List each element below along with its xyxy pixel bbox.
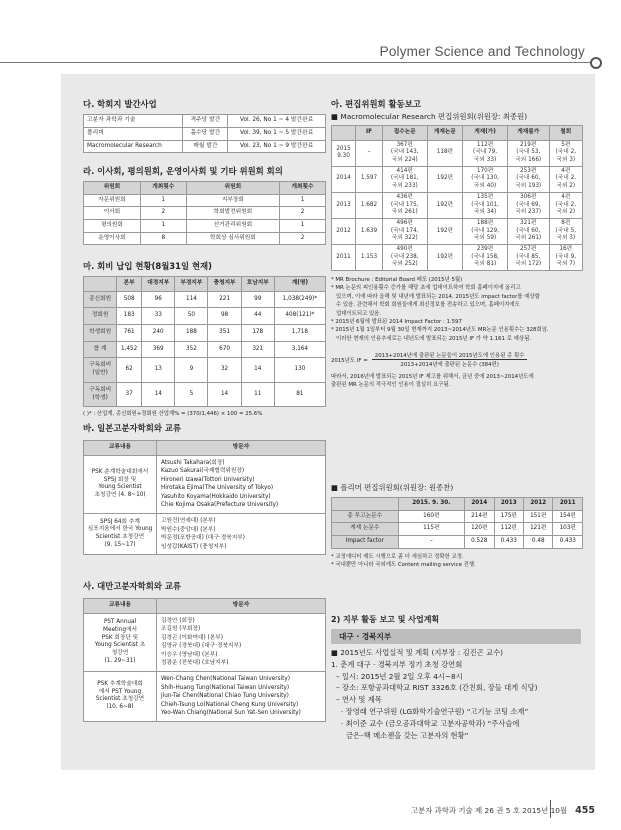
table-row — [84, 455, 326, 513]
table-cell: 1 — [280, 194, 326, 207]
table-cell: 0.48 — [524, 536, 553, 549]
table-cell: 192편 — [427, 244, 463, 270]
table-cell: 239편 (국내 158, 국외 81) — [463, 244, 508, 270]
table-cell: 114 — [175, 291, 208, 308]
table-cell: 0.433 — [494, 536, 523, 549]
table-cell: 14 — [208, 382, 241, 406]
table-cell: 44 — [241, 308, 274, 325]
table-cell: 1.639 — [356, 218, 383, 244]
table-cell: Macromolecular Research — [84, 140, 183, 153]
table-cell: 496편 (국내 174, 국외 322) — [382, 218, 427, 244]
table-header-row — [332, 126, 583, 141]
visitor-name: Chieh-Tsung Lo(National Cheng Kung University) — [161, 701, 299, 708]
table-row — [332, 192, 583, 218]
row-header: 합 계 — [84, 341, 117, 358]
table-row — [84, 194, 326, 207]
column-header: 위원회 — [84, 182, 141, 195]
table-header-row — [84, 182, 326, 195]
column-header: 부경지부 — [175, 277, 208, 292]
if-formula — [331, 351, 583, 368]
membership-table — [83, 276, 326, 407]
row-header: Impact factor — [332, 536, 399, 549]
table-cell: 408(121)* — [274, 308, 325, 325]
visitor-name: 박원수(중앙대) (본부) — [161, 526, 216, 533]
note-line: * 2015년 6월에 발표된 2014 Impact Factor : 1.597 — [331, 318, 462, 325]
table-cell: 183 — [117, 308, 142, 325]
visitor-name: Kazuo Sakurai(국제협력위원장) — [161, 468, 245, 475]
table-row — [84, 513, 326, 554]
table-cell: 16편 (국내 9, 국외 7) — [549, 244, 582, 270]
visitor-name: 김영규 (경북대) (대구·경북지부) — [161, 643, 242, 650]
page-number: 455 — [575, 805, 595, 816]
taiwan-exchange-table — [83, 598, 326, 722]
table-cell: 367편 (국내 143, 국외 224) — [382, 140, 427, 166]
footer-journal-issue: 고분자 과학과 기술 제 26 권 5 호 2015년 10월 — [410, 806, 568, 815]
column-header: 게재불가 — [507, 126, 549, 141]
table-cell: 2012 — [332, 218, 356, 244]
table-cell: 1 — [280, 220, 326, 233]
table-cell: 414편 (국내 181, 국외 233) — [382, 166, 427, 192]
table-cell: 50 — [175, 308, 208, 325]
table-cell: 160편 — [398, 510, 465, 523]
table-cell: 이사회 — [84, 207, 141, 220]
branch-band: 대구 · 경북지부 — [331, 629, 581, 644]
section-japan-exchange — [83, 422, 326, 555]
table-cell: 운영이사회 — [84, 232, 141, 245]
table-header-row — [332, 498, 583, 511]
activity-line: – 장소: 포항공과대학교 RIST 3326호 (간친회, 장들 대게 식당) — [336, 683, 538, 693]
visitor-name: 김경곤 (이화여대) (본부) — [161, 634, 223, 641]
column-header: 2013 — [494, 498, 523, 511]
table-cell: 121편 — [524, 523, 553, 536]
activity-line: – 일시: 2015년 2월 2일 오후 4시~8시 — [336, 671, 463, 681]
japan-exchange-table — [83, 440, 326, 555]
table-row — [332, 166, 583, 192]
note-line: 따라서, 2016년에 발표되는 2015년 IF 제고를 위해서, 금년 중에 2013~2014년도에 — [331, 374, 534, 380]
note-line: * MR 논문의 피인용횟수 증가를 해당 초에 업데이트하여 학회 홈페이지에 올리고 — [331, 285, 521, 292]
table-cell: 115편 — [398, 523, 465, 536]
activity-line: 1. 춘계 대구 · 경북지부 정기 초청 강연회 — [331, 659, 463, 669]
table-cell: 151편 — [524, 510, 553, 523]
table-cell: 118편 — [427, 140, 463, 166]
table-cell: 2015 9.30 — [332, 140, 356, 166]
table-cell: 1.597 — [356, 166, 383, 192]
table-row — [84, 232, 326, 245]
exchange-content: SPSJ 64회 추계 심포지움에서 한국 Young Scientist 초청강연 (9. 15~17) — [84, 513, 157, 554]
table-cell: 192편 — [427, 218, 463, 244]
column-header: 위원회 — [186, 182, 279, 195]
table-cell: 192편 — [427, 166, 463, 192]
table-row — [332, 244, 583, 270]
table-row — [332, 218, 583, 244]
journal-running-title: Polymer Science and Technology — [379, 44, 585, 59]
table-cell: 192편 — [427, 192, 463, 218]
table-cell: 188 — [175, 325, 208, 342]
note-line: 있으며, 이에 따라 올해 및 내년에 발표되는 2014, 2015년도 impact factor를 예상할 — [336, 293, 540, 300]
column-header: 방문자 — [157, 441, 326, 456]
section-title: 마. 회비 납입 현황(8월31일 현재) — [83, 261, 212, 271]
column-header: 본부 — [117, 277, 142, 292]
table-cell: Vol. 26, No 1 ~ 4 발간완료 — [228, 115, 326, 128]
table-cell: 선거관리위원회 — [186, 220, 279, 233]
column-header: IF — [356, 126, 383, 141]
visitor-name: 조길원 (부회장) — [161, 626, 201, 633]
table-cell: 352 — [175, 341, 208, 358]
column-header: 호남지부 — [241, 277, 274, 292]
table-cell: 0.433 — [553, 536, 583, 549]
section-title: 다. 학회지 발간사업 — [83, 99, 157, 109]
table-cell: 103편 — [553, 523, 583, 536]
table-cell: 130 — [274, 358, 325, 382]
table-cell: 5편 (국내 2, 국외 3) — [549, 140, 582, 166]
note-line: * 2015년 1월 1일부터 9월 30일 현재까지 2013~2014년도 MR논문 인용횟수는 328회임. — [331, 327, 549, 334]
table-cell: 490편 (국내 238, 국외 252) — [382, 244, 427, 270]
table-cell: – — [398, 536, 465, 549]
visitor-name: 고원건(연세대) (본부) — [161, 517, 216, 524]
table-header-row — [84, 277, 326, 292]
table-cell: 120편 — [465, 523, 494, 536]
column-header: 게재(가) — [463, 126, 508, 141]
table-row — [84, 325, 326, 342]
section-title: 아. 편집위원회 활동보고 — [331, 99, 421, 109]
table-cell: 14 — [142, 382, 175, 406]
table-cell: 214편 — [465, 510, 494, 523]
row-header: 게재 논문수 — [332, 523, 399, 536]
table-cell: 폴리머 — [84, 127, 183, 140]
table-cell: 14 — [241, 358, 274, 382]
section-title: 바. 일본고분자학회와 교류 — [83, 423, 182, 433]
activity-line: · 장영래 연구위원 (LG화학기술연구원) “고기능 코팅 소재” — [341, 707, 529, 717]
table-cell: 2014 — [332, 166, 356, 192]
section-journal-publication — [83, 98, 326, 153]
column-header: 접수논문 — [382, 126, 427, 141]
column-header: 2011 — [553, 498, 583, 511]
table-cell: 2 — [280, 207, 326, 220]
row-header: 구독회비 (일반) — [84, 358, 117, 382]
table-cell: 5 — [175, 382, 208, 406]
industry-note: ( )* : 산업계, 종신회원+정회원 산업계% = (370/1,446) × 100 = 25.6% — [83, 411, 263, 418]
row-header: 종신회원 — [84, 291, 117, 308]
table-cell: 8편 (국내 5, 국외 3) — [549, 218, 582, 244]
table-cell: 321편 (국내 60, 국외 261) — [507, 218, 549, 244]
section-taiwan-exchange — [83, 580, 326, 722]
table-cell: 8 — [140, 232, 186, 245]
table-cell: 351 — [208, 325, 241, 342]
note-line: 출판된 MR 논문의 적극적인 인용이 절실히 요구됨. — [331, 382, 451, 389]
page-footer — [411, 805, 595, 816]
exchange-content: PST Annual Meeting에서 PSK 회장단 및 Young Scientist 초 청강연 (1. 29~31) — [84, 613, 157, 671]
table-cell: 1,452 — [117, 341, 142, 358]
section-title: 2) 지부 활동 보고 및 사업계획 — [331, 615, 440, 624]
exchange-content: PSK 춘계학술대회에서 SPSJ 회장 및 Young Scientist 초청강연 (4. 8~10) — [84, 455, 157, 513]
table-cell: 306편 (국내 69, 국외 237) — [507, 192, 549, 218]
column-header: 철회 — [549, 126, 582, 141]
table-cell: 격주당 발간 — [183, 115, 228, 128]
table-cell: 175편 — [494, 510, 523, 523]
table-row — [84, 358, 326, 382]
table-cell: 11 — [241, 382, 274, 406]
table-cell: 253편 (국내 60, 국외 193) — [507, 166, 549, 192]
visitor-list — [157, 671, 326, 721]
visitor-name: Shih-Huang Tung(National Taiwan University) — [161, 684, 290, 691]
visitor-list — [157, 513, 326, 554]
table-cell: 2013 — [332, 192, 356, 218]
formula-numerator: 2013+2014년에 출판된 논문들이 2015년도에 인용된 총 횟수 — [372, 351, 528, 360]
table-row — [332, 536, 583, 549]
column-header: 개최횟수 — [280, 182, 326, 195]
table-cell: 홀수당 발간 — [183, 127, 228, 140]
table-header-row — [84, 599, 326, 614]
note-line: * 국내뿐만 아니라 국외에도 Content mailing service 진행. — [331, 562, 476, 569]
table-cell: 81 — [274, 382, 325, 406]
column-header: 2014 — [465, 498, 494, 511]
table-cell: – — [356, 140, 383, 166]
mr-statistics-table — [331, 125, 583, 271]
table-row — [84, 140, 326, 153]
section-title: 사. 대만고분자학회와 교류 — [83, 581, 182, 591]
table-row — [84, 613, 326, 671]
note-line: 업데이트되고 있음. — [336, 310, 382, 317]
table-cell: 257편 (국내 85, 국외 172) — [507, 244, 549, 270]
activity-line: ■ 2015년도 사업실적 및 계획 (지부장 : 김진곤 교수) — [331, 648, 504, 657]
table-cell: 33 — [142, 308, 175, 325]
column-header: 방문자 — [157, 599, 326, 614]
section-title: 라. 이사회, 평의원회, 운영이사회 및 기타 위원회 회의 — [83, 166, 283, 176]
polymer-statistics-table — [331, 497, 583, 549]
visitor-name: Hirotaka Ejima(The University of Tokyo) — [161, 485, 274, 492]
table-cell: 지부장회 — [186, 194, 279, 207]
table-cell: 240 — [142, 325, 175, 342]
column-header: 게재논문 — [427, 126, 463, 141]
table-cell: 96 — [142, 291, 175, 308]
note-line: 이러한 현재의 인용추세로는 내년도에 발표되는 2015년 IF 가 약 1.161 로 예상됨. — [336, 335, 532, 342]
table-row — [84, 207, 326, 220]
section-meetings — [83, 165, 326, 245]
table-row — [332, 140, 583, 166]
table-row — [84, 127, 326, 140]
table-row — [84, 341, 326, 358]
table-cell: 1.153 — [356, 244, 383, 270]
table-cell: Vol. 23, No 1 ~ 9 발간완료 — [228, 140, 326, 153]
table-cell: 761 — [117, 325, 142, 342]
column-header: 충청지부 — [208, 277, 241, 292]
visitor-name: 박문정(포항공대) (대구·경북지부) — [161, 535, 245, 542]
table-cell: 188편 (국내 129, 국외 59) — [463, 218, 508, 244]
table-cell: 학회발전위원회 — [186, 207, 279, 220]
table-cell: 670 — [208, 341, 241, 358]
formula-label: 2015년도 IF = — [331, 357, 368, 364]
section-editorial-committee — [331, 98, 583, 390]
table-cell: 고분자 과학과 기술 — [84, 115, 183, 128]
table-cell: 9 — [175, 358, 208, 382]
polymer-committee-heading: ■ 폴리머 편집위원회(위원장: 원종찬) — [331, 483, 454, 492]
table-cell: 135편 (국내 101, 국외 34) — [463, 192, 508, 218]
table-row — [84, 382, 326, 406]
formula-denominator: 2013+2014년에 출판된 논문수 (384편) — [400, 362, 499, 368]
table-cell: 112편 — [494, 523, 523, 536]
table-row — [84, 291, 326, 308]
table-cell: 62 — [117, 358, 142, 382]
row-header: 정회원 — [84, 308, 117, 325]
table-cell: 4편 (국내 2, 국외 2) — [549, 166, 582, 192]
table-cell: 학회상 심사위원회 — [186, 232, 279, 245]
column-header: 교류내용 — [84, 599, 157, 614]
note-line: * MR Brochure : Editorial Board 배포 (2015년 5월) — [331, 277, 463, 283]
column-header — [332, 126, 356, 141]
branch-activity-lines — [331, 647, 583, 742]
column-header: 2012 — [524, 498, 553, 511]
table-cell: 219편 (국내 53, 국외 166) — [507, 140, 549, 166]
table-cell: 436편 (국내 175, 국외 261) — [382, 192, 427, 218]
visitor-name: Yeo-Wan Chiang(National Sun Yat-Sen University) — [161, 710, 301, 717]
table-cell: 13 — [142, 358, 175, 382]
table-cell: 1 — [140, 220, 186, 233]
meetings-table — [83, 181, 326, 245]
table-cell: 3,164 — [274, 341, 325, 358]
table-row — [84, 308, 326, 325]
header-rule — [0, 62, 594, 63]
formula-fraction — [372, 351, 528, 368]
mr-committee-heading: ■ Macromolecular Research 편집위원회(위원장: 최종원) — [331, 112, 528, 121]
table-header-row — [84, 441, 326, 456]
visitor-name: Atsushi Takahara(회장) — [161, 459, 225, 466]
section-branch-report — [331, 614, 583, 742]
row-header: 총 투고논문수 — [332, 510, 399, 523]
table-row — [332, 510, 583, 523]
column-header: 계(명) — [274, 277, 325, 292]
section-polymer-committee — [331, 482, 583, 570]
column-header — [84, 277, 117, 292]
row-header: 학생회원 — [84, 325, 117, 342]
table-cell: 112편 (국내 79, 국외 33) — [463, 140, 508, 166]
table-cell: 508 — [117, 291, 142, 308]
visitor-name: 정광운 (전북대) (호남지부) — [161, 660, 229, 667]
visitor-name: Hironeri Izawa(Tottori University) — [161, 476, 255, 483]
table-cell: 매월 발간 — [183, 140, 228, 153]
table-cell: 1,038(249)* — [274, 291, 325, 308]
table-row — [84, 671, 326, 721]
visitor-list — [157, 455, 326, 513]
note-line: * 교정에디터 제도 시행으로 좀 더 세심하고 정확한 교정. — [331, 553, 464, 560]
table-cell: 평의원회 — [84, 220, 141, 233]
table-cell: 98 — [208, 308, 241, 325]
column-header — [332, 498, 399, 511]
note-line: 수 있음. 관련해서 학회 회원들에게 최신정보를 전송하고 있으며, 홈페이지에도 — [336, 302, 520, 309]
column-header: 2015. 9. 30. — [398, 498, 465, 511]
table-row — [84, 115, 326, 128]
content-panel — [61, 74, 595, 770]
table-cell: 2 — [140, 207, 186, 220]
mr-notes — [331, 276, 583, 343]
publication-table — [83, 114, 326, 153]
table-cell: 321 — [241, 341, 274, 358]
table-cell: 154편 — [553, 510, 583, 523]
visitor-name: 임성갑(KAIST) (충청지부) — [161, 543, 227, 550]
column-header: 개최횟수 — [140, 182, 186, 195]
row-header: 구독회비 (학생) — [84, 382, 117, 406]
table-cell: 170편 (국내 130, 국외 40) — [463, 166, 508, 192]
visitor-name: Jiun-Tai Chen(National Chiao Tung University) — [161, 693, 289, 700]
activity-line: 금은–핵 메소젠을 갖는 고분자의 현황” — [346, 730, 469, 740]
mr-conclusion — [331, 373, 583, 390]
header-circle-ornament — [590, 57, 602, 69]
polymer-notes — [331, 553, 583, 570]
visitor-name: Yasuhito Koyama(Hokkaido University) — [161, 493, 271, 500]
table-row — [84, 220, 326, 233]
section-membership-fees — [83, 260, 326, 419]
table-cell: 1,718 — [274, 325, 325, 342]
table-cell: 32 — [208, 358, 241, 382]
table-cell: 37 — [117, 382, 142, 406]
table-cell: 369 — [142, 341, 175, 358]
visitor-name: Wen-Chang Chen(National Taiwan University) — [161, 675, 290, 682]
activity-line: · 최이준 교수 (금오공과대학교 고분자공학과) “주사슬에 — [341, 718, 520, 728]
table-cell: 2011 — [332, 244, 356, 270]
table-row — [332, 523, 583, 536]
column-header: 교류내용 — [84, 441, 157, 456]
activity-line: – 연사 및 제목 — [336, 695, 382, 705]
table-cell: 178 — [241, 325, 274, 342]
table-cell: 자문위원회 — [84, 194, 141, 207]
table-cell: 2 — [280, 232, 326, 245]
table-cell: 0.528 — [465, 536, 494, 549]
table-cell: 99 — [241, 291, 274, 308]
column-header: 대경지부 — [142, 277, 175, 292]
table-cell: 4편 (국내 2, 국외 2) — [549, 192, 582, 218]
table-cell: 1 — [140, 194, 186, 207]
table-cell: Vol. 39, No 1 ~ 5 발간완료 — [228, 127, 326, 140]
exchange-content: PSK 추계학술대회 에서 PST Young Scientist 초청강연 (10. 6~8) — [84, 671, 157, 721]
table-cell: 1.682 — [356, 192, 383, 218]
table-cell: 221 — [208, 291, 241, 308]
visitor-name: 이승우 (영남대) (본부) — [161, 651, 218, 658]
visitor-name: Chie Kojima Osaka(Prefecture University) — [161, 502, 279, 509]
visitor-name: 김정안 (회장) — [161, 617, 195, 624]
visitor-list — [157, 613, 326, 671]
